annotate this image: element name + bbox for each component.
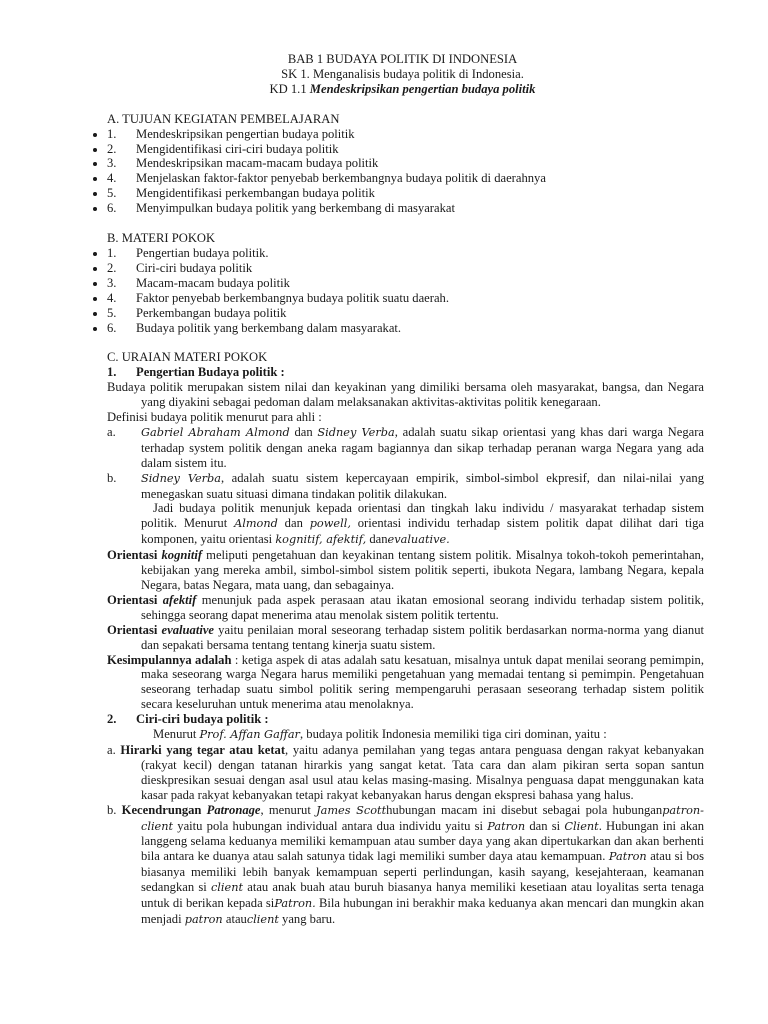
orientasi-kognitif: Orientasi kognitif meliputi pengetahuan dan keyakinan tentang sistem politik. Misalnya tokoh-tokoh pemerintahan, kebijakan yang mereka ambil, simbol-simbol sistem politik seperti, ibukota Negara, lambang Negara, kepala Negara, batas Negara, mata uang, dan sebagainya. bbox=[107, 548, 704, 592]
definition-b: b. Sidney Verba, adalah suatu sistem kepercayaan empirik, simbol-simbol ekpresif, dan nilai-nilai yang menegaskan suatu situasi dimana tindakan politik dilakukan. bbox=[107, 470, 704, 501]
paragraph-menurut: Menurut Prof. Affan Gaffar, budaya politik Indonesia memiliki tiga ciri dominan, yaitu : bbox=[153, 727, 607, 742]
list-item: • 3. Macam-macam budaya politik bbox=[107, 276, 704, 291]
list-item: • 1. Mendeskripsikan pengertian budaya politik bbox=[107, 127, 704, 142]
list-item: • 1. Pengertian budaya politik. bbox=[107, 246, 704, 261]
list-item: • 6. Budaya politik yang berkembang dalam masyarakat. bbox=[107, 321, 704, 336]
section-a bbox=[107, 112, 704, 216]
ciri-hirarki: a. Hirarki yang tegar atau ketat, yaitu adanya pemilahan yang tegas antara penguasa dengan rakyat kebanyakan (rakyat kecil) dengan tatanan hirarkis yang sangat ketat. Tata cara dan alam pikiran serta sopan santun dieskpresikan sesuai dengan asal usul atau kelas masing-masing. Misalnya penguasa dapat menggunakan kata kasar pada rakyat kebanyakan tetapi rakyat kebanyakan harus dengan ekspresi bahasa yang halus. bbox=[107, 742, 705, 802]
paragraph-definisi-intro: Definisi budaya politik menurut para ahli : bbox=[107, 410, 322, 425]
orientasi-afektif: Orientasi afektif menunjuk pada aspek perasaan atau ikatan emosional seorang individu terhadap sistem politik, sehingga seorang dapat menerima atau menolak sistem politik tertentu. bbox=[107, 592, 704, 622]
list-item: • 4. Menjelaskan faktor-faktor penyebab berkembangnya budaya politik di daerahnya bbox=[107, 171, 704, 186]
list-item: • 5. Perkembangan budaya politik bbox=[107, 306, 704, 321]
section-a-heading: A. TUJUAN KEGIATAN PEMBELAJARAN bbox=[107, 111, 340, 126]
kd-line: KD 1.1 Mendeskripsikan pengertian budaya politik bbox=[269, 81, 536, 96]
section-b-heading: B. MATERI POKOK bbox=[107, 231, 216, 246]
list-item: • 2. Mengidentifikasi ciri-ciri budaya politik bbox=[107, 142, 704, 157]
list-item: • 3. Mendeskripsikan macam-macam budaya politik bbox=[107, 156, 704, 171]
kesimpulan: Kesimpulannya adalah : ketiga aspek di atas adalah satu kesatuan, misalnya untuk dapat menilai seorang pemimpin, maka seseorang warga Negara harus memiliki pengetahuan yang memadai tentang si pemimpin. Pengetahuan seseorang terhadap suatu simbol politik sering mempengaruhi perasaan seseorang terhadap sistem politik secara keseluruhan untuk menerima atau menolaknya. bbox=[107, 652, 704, 712]
document-header bbox=[101, 52, 704, 97]
paragraph-jadi: Jadi budaya politik menunjuk kepada orientasi dan tingkah laku individu / masyarakat terhadap sistem politik. Menurut Almond dan powell, orientasi individu terhadap sistem politik dapat dilihat dari tiga komponen, yaitu orientasi kognitif, afektif, danevaluative. bbox=[141, 501, 705, 547]
list-item: • 6. Menyimpulkan budaya politik yang berkembang di masyarakat bbox=[107, 201, 704, 216]
section-b-list bbox=[107, 246, 704, 335]
kd-title: Mendeskripsikan pengertian budaya politik bbox=[309, 81, 536, 96]
section-c-heading: C. URAIAN MATERI POKOK bbox=[107, 350, 268, 365]
subheading-ciri-ciri: 2. Ciri-ciri budaya politik : bbox=[107, 712, 269, 727]
sk-line: SK 1. Menganalisis budaya politik di Indonesia. bbox=[281, 66, 524, 81]
section-c bbox=[107, 350, 704, 927]
paragraph-definition: Budaya politik merupakan sistem nilai dan keyakinan yang dimiliki bersama oleh masyarakat, bangsa, dan Negara yang diyakini sebagai pedoman dalam melaksanakan aktivitas-aktivitas politik kenegaraan. bbox=[107, 380, 704, 410]
section-a-list bbox=[107, 127, 704, 216]
chapter-title: BAB 1 BUDAYA POLITIK DI INDONESIA bbox=[287, 52, 518, 66]
subheading-pengertian: 1. Pengertian Budaya politik : bbox=[107, 365, 285, 380]
section-b bbox=[107, 231, 704, 335]
list-item: • 2. Ciri-ciri budaya politik bbox=[107, 261, 704, 276]
definition-a: a. Gabriel Abraham Almond dan Sidney Verba, adalah suatu sikap orientasi yang khas dari warga Negara terhadap system politik dengan aneka ragam bagiannya dan sikap terhadap peranan warga Negara yang ada dalam sistem itu. bbox=[107, 424, 705, 470]
list-item: • 5. Mengidentifikasi perkembangan budaya politik bbox=[107, 186, 704, 201]
orientasi-evaluative: Orientasi evaluative yaitu penilaian moral seseorang terhadap sistem politik berdasarkan norma-norma yang dianut dan sepakati bersama tentang tentang kinerja suatu sistem. bbox=[107, 622, 704, 652]
list-item: • 4. Faktor penyebab berkembangnya budaya politik suatu daerah. bbox=[107, 291, 704, 306]
ciri-patronage: b. Kecendrungan Patronage, menurut James Scotthubungan macam ini disebut sebagai pola hubunganpatron- client yaitu pola hubungan individual antara dua individu yaitu si Patron dan si Client. Hubungan ini akan langgeng selama keduanya memiliki kemampuan atau sumber daya yang akan dipertukarkan dan akan berhenti bila antara ke duanya atau salah satunya tidak lagi memiliki sumber daya atau kemampuan. Patron atau si bos biasanya memiliki lebih banyak kemampuan seperti perlindungan, kasih sayang, kesejahteraan, keamanan sedangkan si client atau anak buah atau buruh biasanya hanya memiliki kesetiaan atau loyalitas serta tenaga untuk di berikan kepada siPatron. Bila hubungan ini berakhir maka keduanya akan mencari dan mungkin akan menjadi patron atauclient yang baru. bbox=[107, 802, 705, 926]
